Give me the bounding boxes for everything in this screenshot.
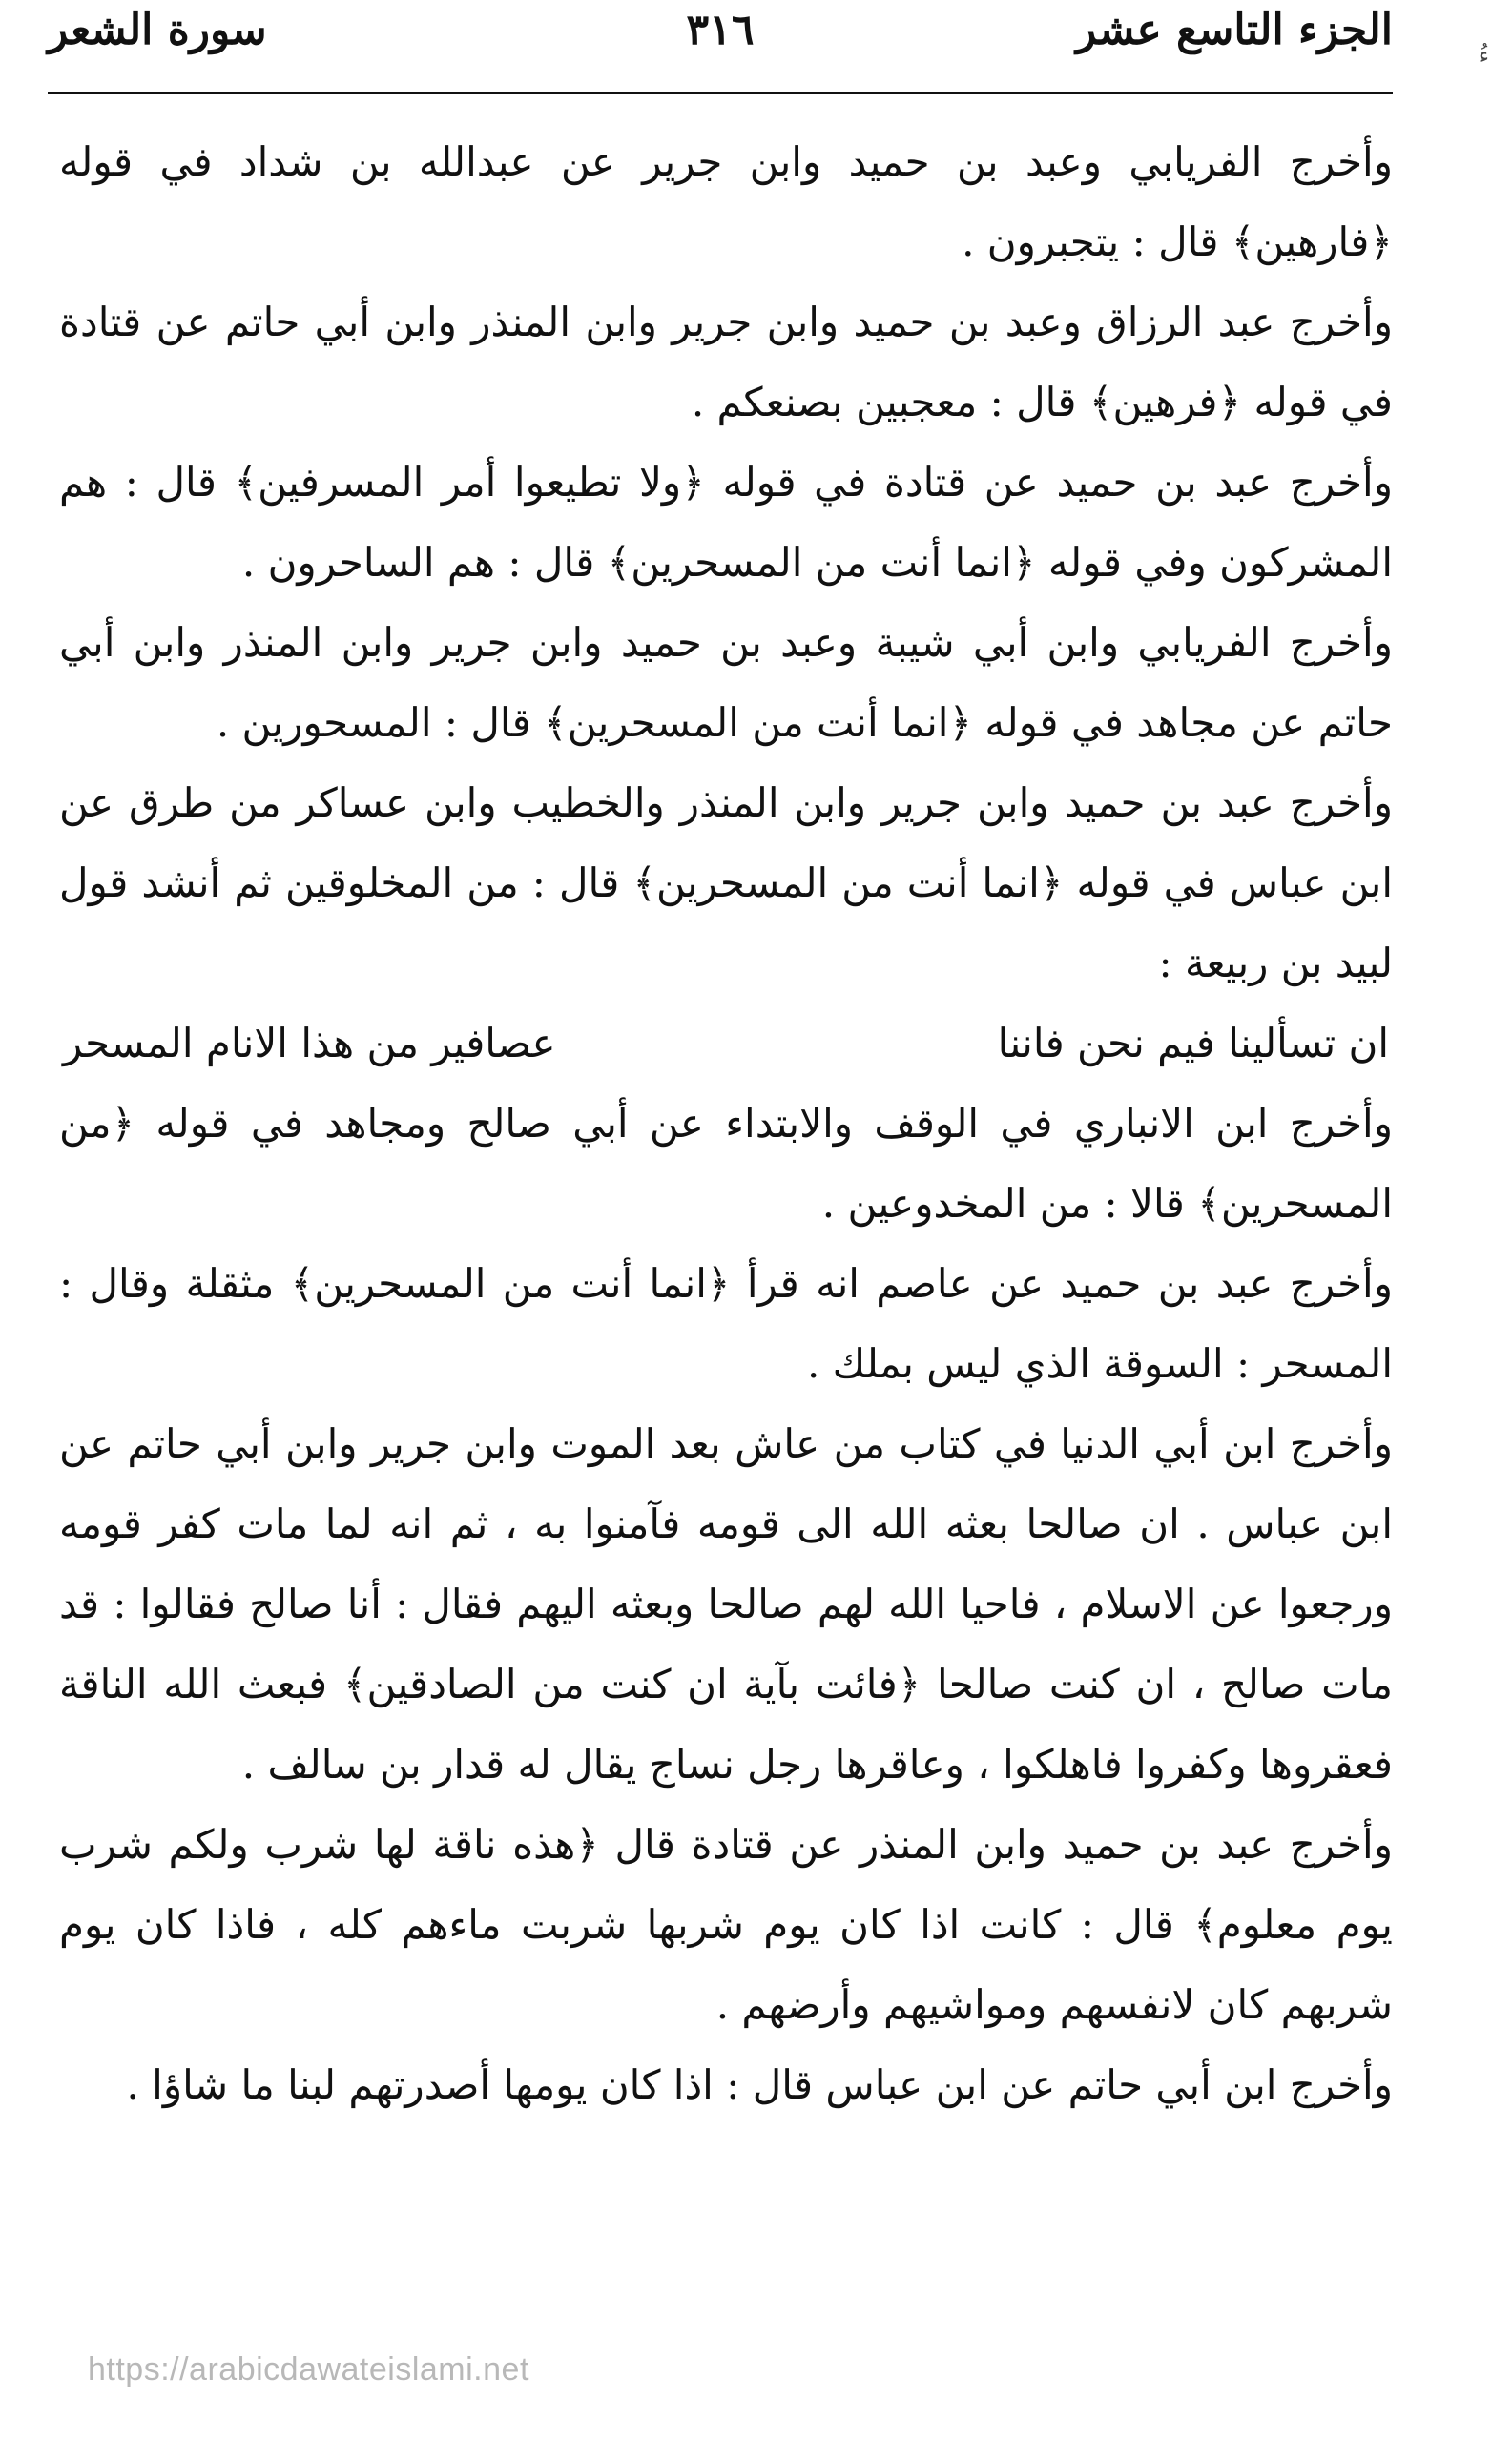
paragraph-7: وأخرج عبد بن حميد عن عاصم انه قرأ ﴿انما أنت من المسحرين﴾ مثقلة وقال : المسحر : السوقة الذي ليس بملك . — [59, 1260, 1393, 1387]
paragraph-6: وأخرج ابن الانباري في الوقف والابتداء عن أبي صالح ومجاهد في قوله ﴿من المسحرين﴾ قالا : من المخدوعين . — [59, 1100, 1393, 1227]
poetry-verse — [59, 1003, 1393, 1084]
page-header — [48, 0, 1393, 74]
paragraph-1: وأخرج الفريابي وعبد بن حميد وابن جرير عن عبدالله بن شداد في قوله ﴿فارهين﴾ قال : يتجبرون . — [59, 138, 1393, 265]
watermark-url: https://arabicdawateislami.net — [88, 2351, 529, 2388]
paragraph-5: وأخرج عبد بن حميد وابن جرير وابن المنذر والخطيب وابن عساكر من طرق عن ابن عباس في قوله ﴿انما أنت من المسحرين﴾ قال : من المخلوقين ثم أنشد قول لبيد بن ربيعة : — [59, 779, 1393, 986]
verse-first-hemistich: ان تسألينا فيم نحن فاننا — [997, 1020, 1389, 1066]
page-body — [59, 122, 1393, 2154]
paragraph-10: وأخرج ابن أبي حاتم عن ابن عباس قال : اذا كان يومها أصدرتهم لبنا ما شاؤا . — [126, 2061, 1393, 2108]
surah-title: سورة الشعر — [48, 6, 267, 54]
verse-second-hemistich: عصافير من هذا الانام المسحر — [63, 1020, 556, 1066]
paragraph-9: وأخرج عبد بن حميد وابن المنذر عن قتادة قال ﴿هذه ناقة لها شرب ولكم شرب يوم معلوم﴾ قال : كانت اذا كان يوم شربها شربت ماءهم كله ، فاذا كان يوم شربهم كان لانفسهم ومواشيهم وأرضهم . — [59, 1821, 1393, 2028]
paragraph-3: وأخرج عبد بن حميد عن قتادة في قوله ﴿ولا تطيعوا أمر المسرفين﴾ قال : هم المشركون وفي قوله ﴿انما أنت من المسحرين﴾ قال : هم الساحرون . — [59, 459, 1393, 586]
paragraph-2: وأخرج عبد الرزاق وعبد بن حميد وابن جرير وابن المنذر وابن أبي حاتم عن قتادة في قوله ﴿فرهين﴾ قال : معجبين بصنعكم . — [59, 299, 1393, 425]
paragraph-8: وأخرج ابن أبي الدنيا في كتاب من عاش بعد الموت وابن جرير وابن أبي حاتم عن ابن عباس . ان صالحا بعثه الله الى قومه فآمنوا به ، ثم انه لما مات كفر قومه ورجعوا عن الاسلام ، فاحيا الله لهم صالحا وبعثه اليهم فقال : أنا صالح فقالوا : قد مات صالح ، ان كنت صالحا ﴿فائت بآية ان كنت من الصادقين﴾ فبعث الله الناقة فعقروها وكفروا فاهلكوا ، وعاقرها رجل نساج يقال له قدار بن سالف . — [59, 1420, 1393, 1788]
juz-title: الجزء التاسع عشر — [1075, 6, 1393, 54]
margin-mark: ءُ — [1478, 42, 1489, 69]
paragraph-4: وأخرج الفريابي وابن أبي شيبة وعبد بن حميد وابن جرير وابن المنذر وابن أبي حاتم عن مجاهد في قوله ﴿انما أنت من المسحرين﴾ قال : المسحورين . — [59, 619, 1393, 746]
page-number: ٣١٦ — [686, 6, 755, 54]
header-divider — [48, 92, 1393, 94]
